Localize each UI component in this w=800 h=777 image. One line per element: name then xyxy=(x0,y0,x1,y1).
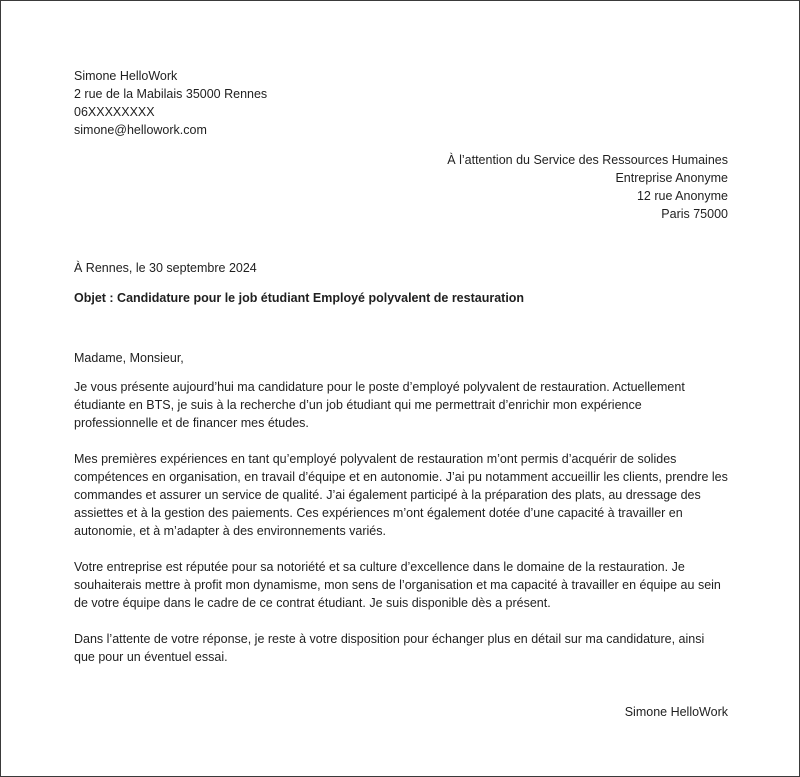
subject-line: Objet : Candidature pour le job étudiant Employé polyvalent de restauration xyxy=(74,291,525,305)
sender-email: simone@hellowork.com xyxy=(74,123,207,137)
recipient-street: 12 rue Anonyme xyxy=(636,189,728,203)
recipient-attention: À l’attention du Service des Ressources Humaines xyxy=(447,153,728,167)
sender-phone: 06XXXXXXXX xyxy=(74,105,155,119)
letter-body xyxy=(74,378,728,666)
recipient-city: Paris 75000 xyxy=(661,207,728,221)
body-paragraph-3: Votre entreprise est réputée pour sa notoriété et sa culture d’excellence dans le domaine de la restauration. Je souhaiterais mettre à profit mon dynamisme, mon sens de l’organisation et ma capacité à travailler en équipe au sein de votre équipe dans le cadre de ce contrat étudiant. Je suis disponible dès a présent. xyxy=(74,560,721,610)
recipient-company: Entreprise Anonyme xyxy=(615,171,728,185)
body-paragraph-2: Mes premières expériences en tant qu’employé polyvalent de restauration m’ont permis d’acquérir de solides compétences en organisation, en travail d’équipe et en autonomie. J’ai pu notamment accueillir les clients, prendre les commandes et assurer un service de qualité. J’ai également participé à la préparation des plats, au dressage des assiettes et à la gestion des paiements. Ces expériences m’ont également dotée d’une capacité à travailler en autonomie, et à m’adapter à des environnements variés. xyxy=(74,452,728,538)
date-line: À Rennes, le 30 septembre 2024 xyxy=(74,261,257,275)
greeting: Madame, Monsieur, xyxy=(74,351,184,365)
signature: Simone HelloWork xyxy=(624,705,728,719)
sender-block xyxy=(74,67,728,139)
sender-address: 2 rue de la Mabilais 35000 Rennes xyxy=(74,87,268,101)
body-paragraph-4: Dans l’attente de votre réponse, je reste à votre disposition pour échanger plus en détail sur ma candidature, ainsi que pour un éventuel essai. xyxy=(74,632,705,664)
sender-name: Simone HelloWork xyxy=(74,69,178,83)
recipient-block xyxy=(74,151,728,223)
letter-content xyxy=(74,67,728,721)
body-paragraph-1: Je vous présente aujourd’hui ma candidature pour le poste d’employé polyvalent de restauration. Actuellement étudiante en BTS, je suis à la recherche d’un job étudiant qui me permettrait d’enrichir mon expérience professionnelle et de financer mes études. xyxy=(74,380,685,430)
